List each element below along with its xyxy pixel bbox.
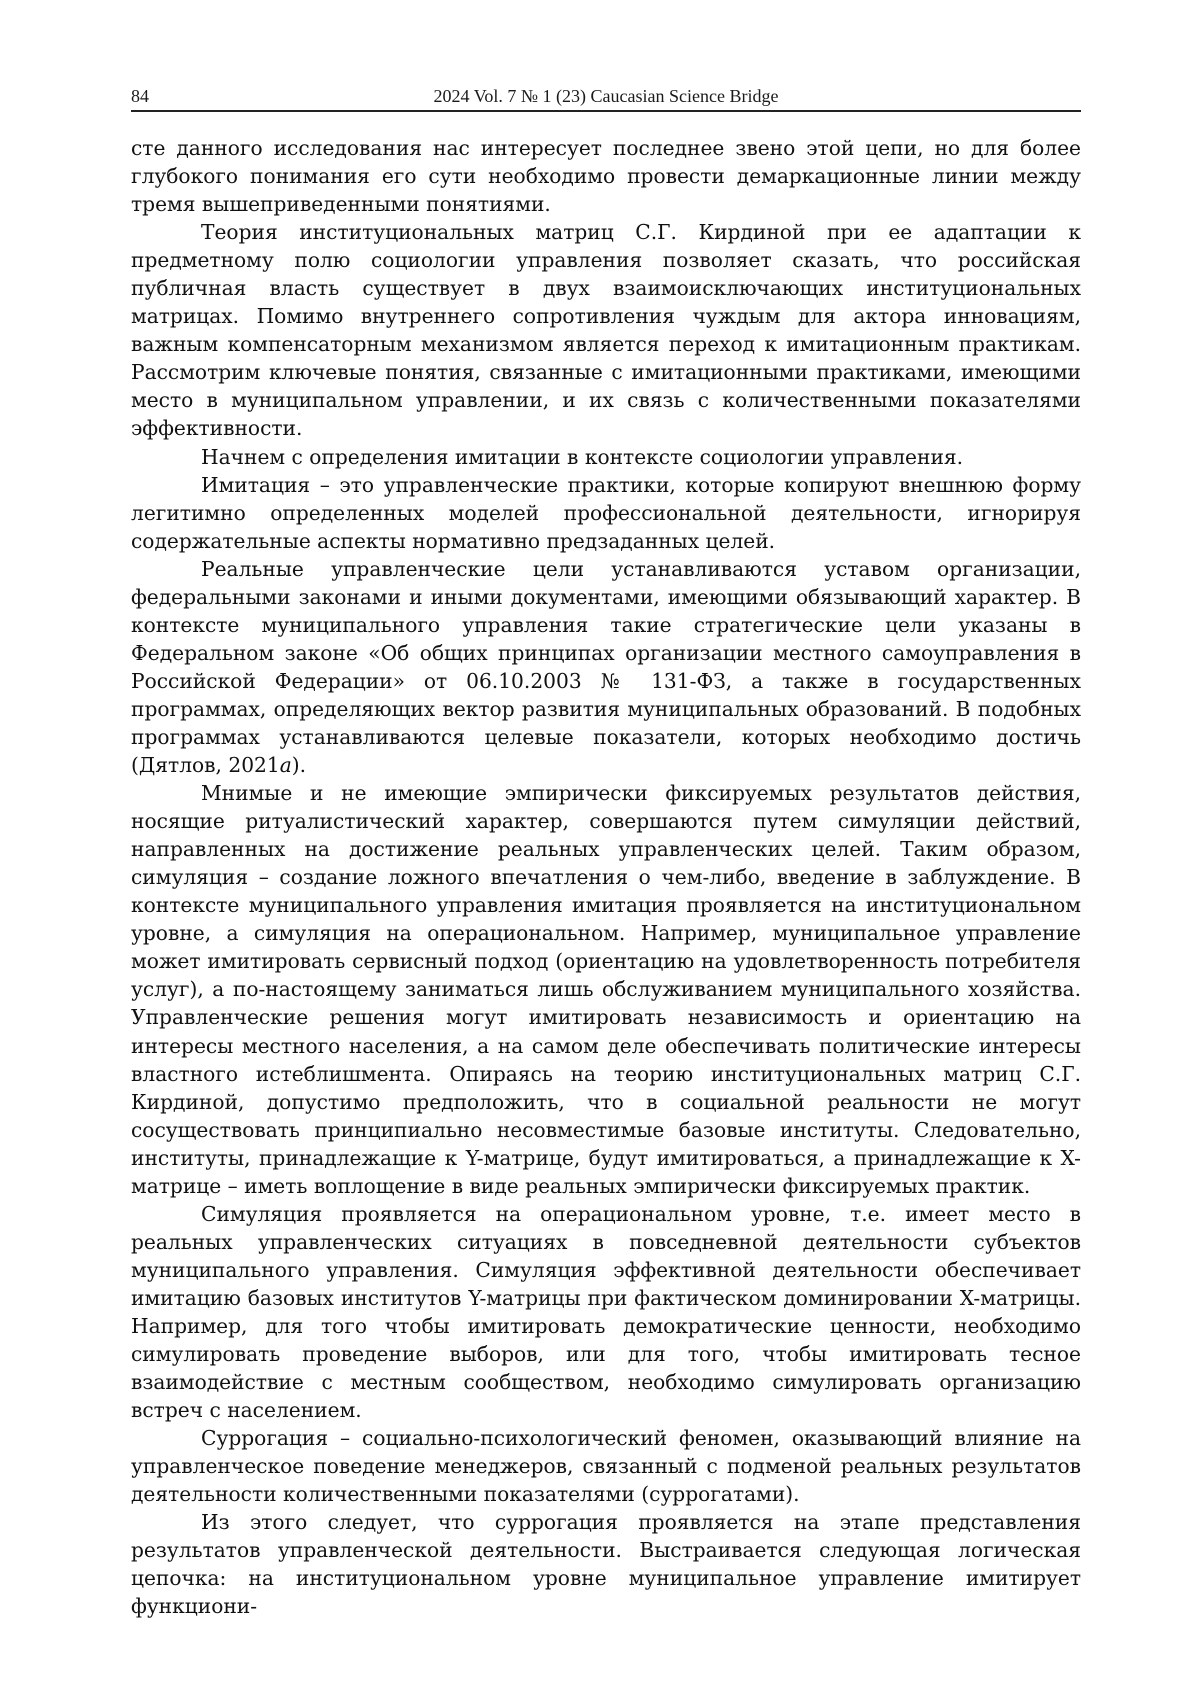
- paragraph-text: сте данного исследования нас интересует последнее звено этой цепи, но для более глубокого понимания его сути необходимо провести демаркационные линии между тремя вышеприведенными понятиями.: [131, 136, 1081, 216]
- paragraph-text: Теория институциональных матриц С.Г. Кирдиной при ее адаптации к предметному полю социологии управления позволяет сказать, что российская публичная власть существует в двух взаимоисключающих институциональных матрицах. Помимо внутреннего сопротивления чуждым для актора инновациям, важным компенсаторным механизмом является переход к имитационным практикам. Рассмотрим ключевые понятия, связанные с имитационными практиками, имеющими место в муниципальном управлении, и их связь с количественными показателями эффективности.: [131, 220, 1081, 440]
- journal-page: [0, 0, 1200, 1698]
- paragraph: [131, 779, 1081, 1200]
- paragraph: [131, 471, 1081, 555]
- paragraph-text: Мнимые и не имеющие эмпирически фиксируемых результатов действия, носящие ритуалистический характер, совершаются путем симуляции действий, направленных на достижение реальных управленческих целей. Таким образом, симуляция – создание ложного впечатления о чем-либо, введение в заблуждение. В контексте муниципального управления имитация проявляется на институциональном уровне, а симуляция на операциональном. Например, муниципальное управление может имитировать сервисный подход (ориентацию на удовлетворенность потребителя услуг), а по-настоящему заниматься лишь обслуживанием муниципального хозяйства. Управленческие решения могут имитировать независимость и ориентацию на интересы местного населения, а на самом деле обеспечивать политические интересы властного истеблишмента. Опираясь на теорию институциональных матриц С.Г. Кирдиной, допустимо предположить, что в социальной реальности не могут сосуществовать принципиально несовместимые базовые институты. Следовательно, институты, принадлежащие к Y-матрице, будут имитироваться, а принадлежащие к X-матрице – иметь воплощение в виде реальных эмпирически фиксируемых практик.: [131, 781, 1081, 1198]
- article-body: [131, 134, 1081, 1620]
- paragraph-text: Симуляция проявляется на операциональном уровне, т.е. имеет место в реальных управленческих ситуациях в повседневной деятельности субъектов муниципального управления. Симуляция эффективной деятельности обеспечивает имитацию базовых институтов Y-матрицы при фактическом доминировании X-матрицы. Например, для того чтобы имитировать демократические ценности, необходимо симулировать проведение выборов, или для того, чтобы имитировать тесное взаимодействие с местным сообществом, необходимо симулировать организацию встреч с населением.: [131, 1202, 1081, 1422]
- paragraph-text: Из этого следует, что суррогация проявляется на этапе представления результатов управленческой деятельности. Выстраивается следующая логическая цепочка: на институциональном уровне муниципальное управление имитирует функциони-: [131, 1510, 1081, 1618]
- paragraph: [131, 555, 1081, 779]
- citation-suffix: a: [280, 753, 292, 777]
- running-header: [131, 82, 1081, 112]
- journal-running-title: 2024 Vol. 7 № 1 (23) Caucasian Science Bridge: [131, 82, 1081, 110]
- paragraph-text: Реальные управленческие цели устанавливаются уставом организации, федеральными законами и иными документами, имеющими обязывающий характер. В контексте муниципального управления такие стратегические цели указаны в Федеральном законе «Об общих принципах организации местного самоуправления в Российской Федерации» от 06.10.2003 № 131-ФЗ, а также в государственных программах, определяющих вектор развития муниципальных образований. В подобных программах устанавливаются целевые показатели, которых необходимо достичь (Дятлов, 2021: [131, 557, 1081, 777]
- paragraph: [131, 134, 1081, 218]
- page-number: 84: [131, 82, 149, 110]
- paragraph-text-end: ).: [292, 753, 306, 777]
- paragraph-text: Суррогация – социально-психологический феномен, оказывающий влияние на управленческое поведение менеджеров, связанный с подменой реальных результатов деятельности количественными показателями (суррогатами).: [131, 1426, 1081, 1506]
- paragraph: [131, 1424, 1081, 1508]
- paragraph: [131, 218, 1081, 442]
- paragraph-text: Имитация – это управленческие практики, которые копируют внешнюю форму легитимно определенных моделей профессиональной деятельности, игнорируя содержательные аспекты нормативно предзаданных целей.: [131, 473, 1081, 553]
- paragraph: [131, 1200, 1081, 1424]
- paragraph-text: Начнем с определения имитации в контексте социологии управления.: [201, 445, 963, 469]
- paragraph: [131, 1508, 1081, 1620]
- paragraph: [131, 443, 1081, 471]
